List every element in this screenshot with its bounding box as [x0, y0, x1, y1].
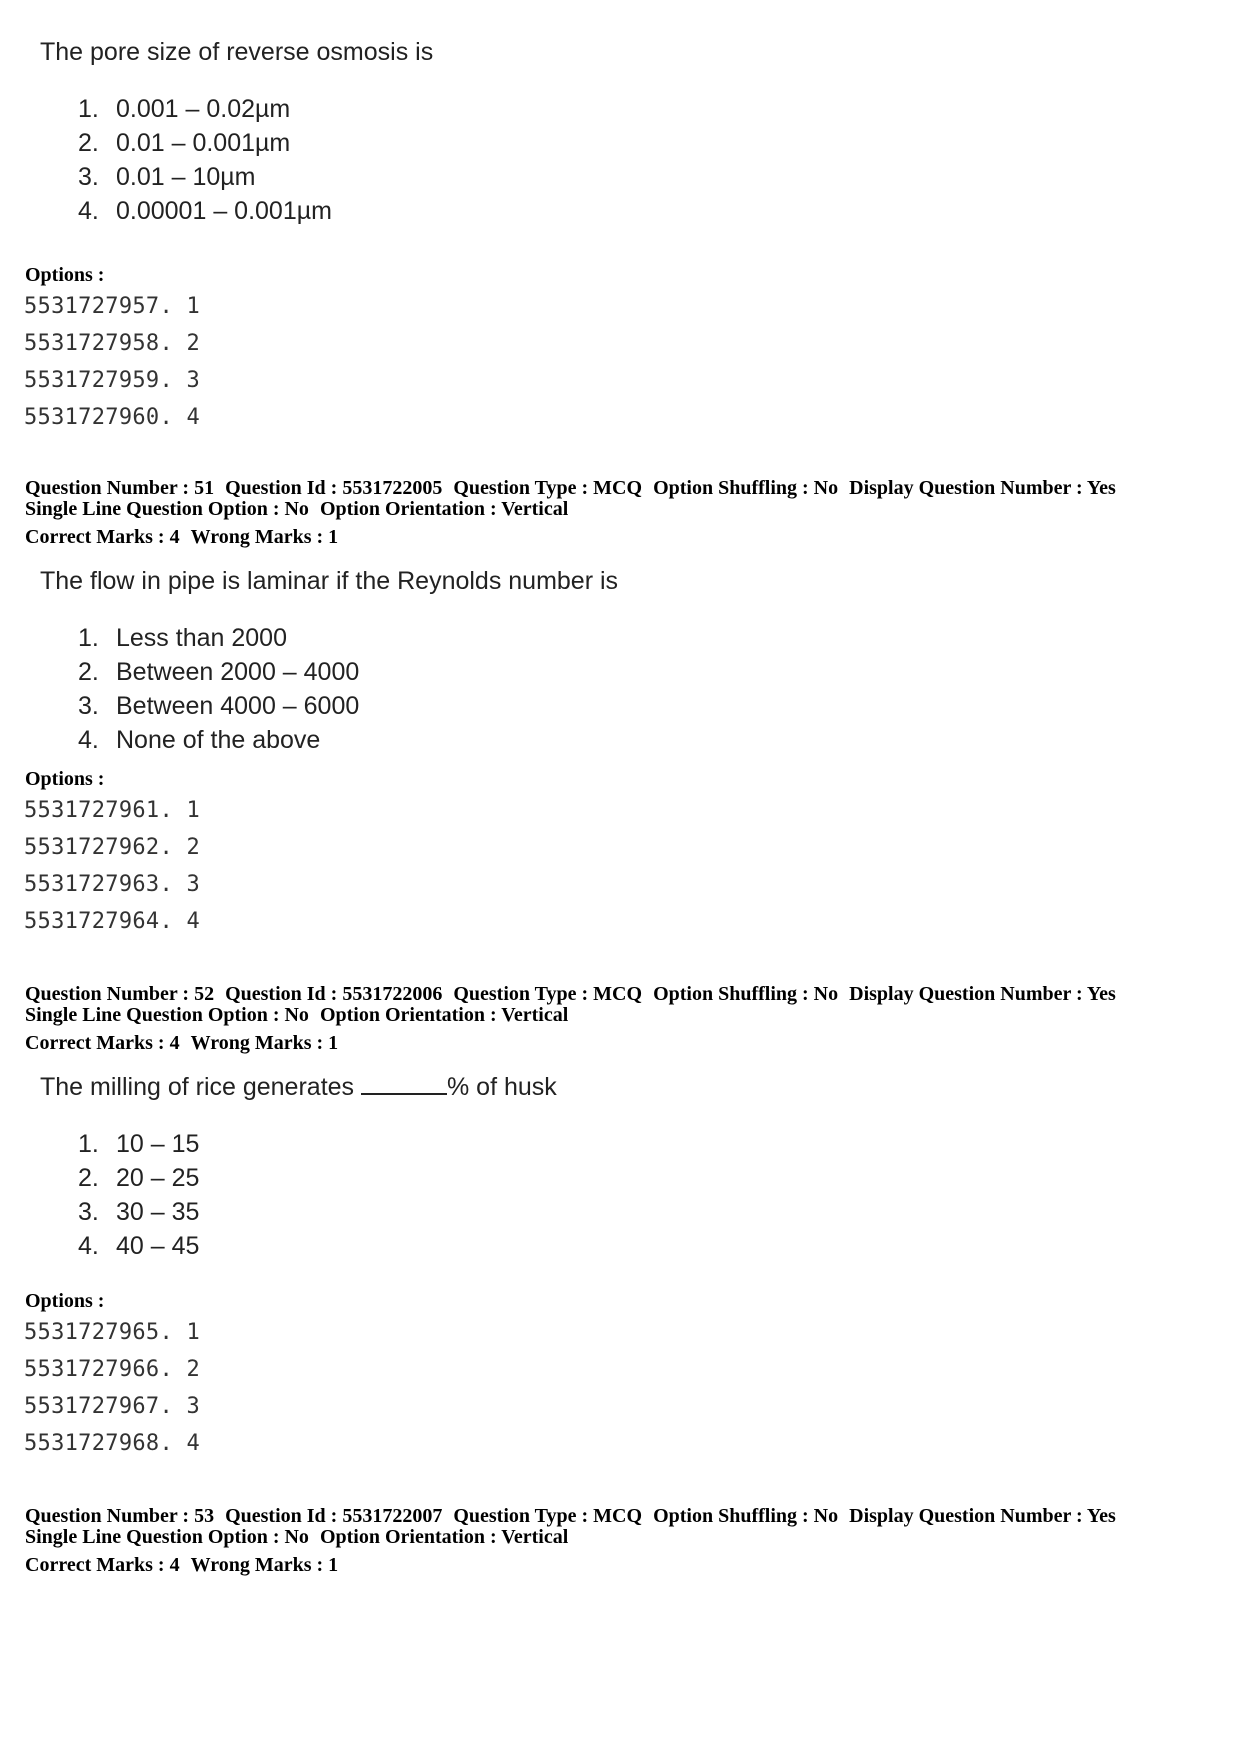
option-id: 5531727963. 3	[24, 872, 201, 897]
fill-in-blank	[361, 1073, 447, 1095]
choice-item: 1. Less than 2000	[78, 624, 287, 652]
question-50-text: The pore size of reverse osmosis is	[40, 38, 434, 66]
choice-item: 2. 20 – 25	[78, 1164, 200, 1192]
choice-item: 1. 0.001 – 0.02µm	[78, 95, 291, 123]
option-id: 5531727960. 4	[24, 405, 201, 430]
question-51-text: The flow in pipe is laminar if the Reynolds number is	[40, 567, 619, 595]
option-id: 5531727957. 1	[24, 294, 201, 319]
choice-item: 2. 0.01 – 0.001µm	[78, 129, 291, 157]
option-id: 5531727962. 2	[24, 835, 201, 860]
option-id: 5531727968. 4	[24, 1431, 201, 1456]
choice-item: 1. 10 – 15	[78, 1130, 200, 1158]
option-id: 5531727964. 4	[24, 909, 201, 934]
choice-item: 4. None of the above	[78, 726, 321, 754]
option-id: 5531727967. 3	[24, 1394, 201, 1419]
question-53-meta-line-1: Question Number : 53 Question Id : 5531722007 Question Type : MCQ Option Shuffling : No Display Question Number : Yes	[25, 1505, 1116, 1527]
question-51-meta-line-1: Question Number : 51 Question Id : 5531722005 Question Type : MCQ Option Shuffling : No Display Question Number : Yes	[25, 477, 1116, 499]
question-51-choices	[78, 621, 359, 757]
question-52-meta-line-2: Single Line Question Option : No Option Orientation : Vertical	[25, 1004, 569, 1026]
question-53-marks: Correct Marks : 4 Wrong Marks : 1	[25, 1554, 339, 1576]
question-52-text: The milling of rice generates % of husk	[40, 1073, 557, 1101]
question-52-marks: Correct Marks : 4 Wrong Marks : 1	[25, 1032, 339, 1054]
option-id: 5531727959. 3	[24, 368, 201, 393]
options-label: Options :	[25, 1290, 105, 1312]
choice-item: 4. 40 – 45	[78, 1232, 200, 1260]
options-label: Options :	[25, 768, 105, 790]
options-label: Options :	[25, 264, 105, 286]
choice-item: 3. Between 4000 – 6000	[78, 692, 360, 720]
question-52-choices	[78, 1127, 199, 1263]
choice-item: 2. Between 2000 – 4000	[78, 658, 360, 686]
question-51-marks: Correct Marks : 4 Wrong Marks : 1	[25, 526, 339, 548]
choice-item: 3. 30 – 35	[78, 1198, 200, 1226]
question-52-options	[24, 1314, 200, 1462]
option-id: 5531727961. 1	[24, 798, 201, 823]
choice-item: 3. 0.01 – 10µm	[78, 163, 256, 191]
question-50-choices	[78, 92, 332, 228]
option-id: 5531727966. 2	[24, 1357, 201, 1382]
option-id: 5531727965. 1	[24, 1320, 201, 1345]
question-51-meta-line-2: Single Line Question Option : No Option Orientation : Vertical	[25, 498, 569, 520]
question-53-meta-line-2: Single Line Question Option : No Option Orientation : Vertical	[25, 1526, 569, 1548]
question-51-options	[24, 792, 200, 940]
question-52-meta-line-1: Question Number : 52 Question Id : 5531722006 Question Type : MCQ Option Shuffling : No Display Question Number : Yes	[25, 983, 1116, 1005]
option-id: 5531727958. 2	[24, 331, 201, 356]
question-50-options	[24, 288, 200, 436]
choice-item: 4. 0.00001 – 0.001µm	[78, 197, 332, 225]
